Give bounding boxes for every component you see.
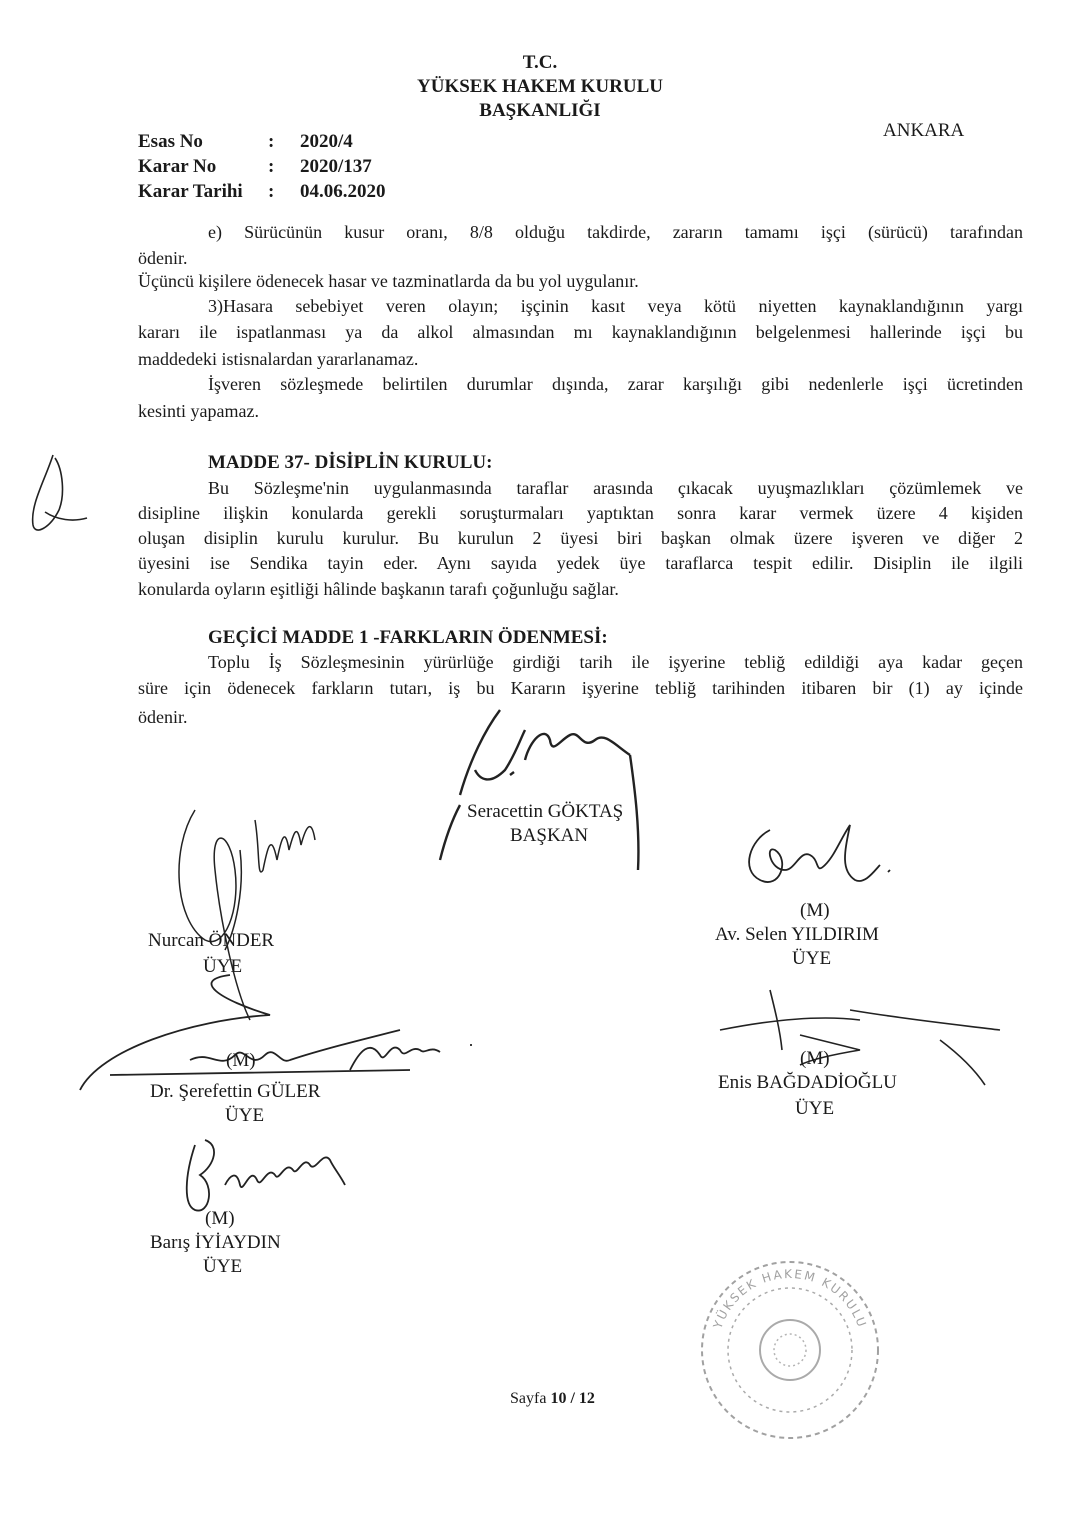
signature-guler [70,960,480,1100]
yildirim-name: Av. Selen YILDIRIM [715,924,879,945]
page-prefix: Sayfa [510,1390,547,1407]
madde37-heading: MADDE 37- DİSİPLİN KURULU: [208,452,493,473]
signature-iyiaydin [175,1125,355,1225]
madde37-line2: disipline ilişkin konularda gerekli soruşturmaları yaptıktan sonra karar vermek üzere 4 kişiden [138,503,1023,523]
p4-line1: İşveren sözleşmede belirtilen durumlar dışında, zarar karşılığı gibi nedenlerle işçi ücretinden [208,374,1023,394]
tarih-value: 04.06.2020 [300,181,386,202]
p2: Üçüncü kişilere ödenecek hasar ve tazminatlarda da bu yol uygulanır. [138,271,639,291]
official-seal [690,1250,890,1450]
madde37-line4: üyesini ise Sendika tayin eder. Aynı sayıda yedek üye taraflarca tespit edilir. Disiplin ile ilgili [138,553,1023,573]
madde37-line5: konularda oyların eşitliği hâlinde başkanın tarafı çoğunluğu sağlar. [138,579,619,599]
signature-yildirim [730,810,900,910]
page-sep: / [570,1390,575,1407]
esas-colon: : [268,131,275,152]
margin-initial-mark [25,450,85,540]
p1-line1: e) Sürücünün kusur oranı, 8/8 olduğu takdirde, zararın tamamı işçi (sürücü) tarafından [208,222,1023,242]
tarih-label: Karar Tarihi [138,181,243,202]
guler-name: Dr. Şerefettin GÜLER [150,1081,321,1102]
seal-text: YÜKSEK HAKEM KURULU [710,1266,870,1331]
header-org: YÜKSEK HAKEM KURULU [417,76,663,97]
iyiaydin-m: (M) [205,1208,235,1229]
karar-colon: : [268,156,275,177]
p4-line2: kesinti yapamaz. [138,401,259,421]
header-dept: BAŞKANLIĞI [479,100,601,121]
signature-baskan [430,700,650,880]
header-tc: T.C. [522,52,558,73]
bagdadioglu-m: (M) [800,1048,830,1069]
madde37-line3: oluşan disiplin kurulu kurulur. Bu kurulun 2 üyesi biri başkan olmak üzere işveren ve diğer 2 [138,528,1023,548]
gecici-heading: GEÇİCİ MADDE 1 -FARKLARIN ÖDENMESİ: [208,627,608,648]
esas-value: 2020/4 [300,131,353,152]
baskan-title: BAŞKAN [510,825,589,846]
header-city: ANKARA [883,120,965,141]
karar-label: Karar No [138,156,217,177]
p3-line1: 3)Hasara sebebiyet veren olayın; işçinin kasıt veya kötü niyetten kaynaklandığının yargı [208,296,1023,316]
esas-label: Esas No [138,131,203,152]
iyiaydin-title: ÜYE [203,1256,243,1277]
guler-title: ÜYE [225,1105,265,1126]
yildirim-m: (M) [800,900,830,921]
madde37-line1: Bu Sözleşme'nin uygulanmasında taraflar arasında çıkacak uyuşmazlıkları çözümlemek ve [208,478,1023,498]
page-current: 10 [550,1390,567,1407]
bagdadioglu-title: ÜYE [795,1098,835,1119]
p3-line3: maddedeki istisnalardan yararlanamaz. [138,349,419,369]
guler-m: (M) [226,1050,256,1071]
yildirim-title: ÜYE [792,948,832,969]
gecici-line1: Toplu İş Sözleşmesinin yürürlüğe girdiği tarih ile işyerine tebliğ edildiği aya kadar geçen [208,652,1023,672]
baskan-name: Seracettin GÖKTAŞ [467,801,624,822]
gecici-line2: süre için ödenecek farkların tutarı, iş bu Kararın işyerine tebliğ tarihinden itibaren bir (1) ay içinde [138,678,1023,698]
page-number [510,1390,595,1408]
onder-name: Nurcan ÖNDER [148,930,275,951]
iyiaydin-name: Barış İYİAYDIN [150,1232,281,1253]
bagdadioglu-name: Enis BAĞDADİOĞLU [718,1072,897,1093]
page-total: 12 [578,1390,595,1407]
gecici-line3: ödenir. [138,707,188,727]
p3-line2: kararı ile ispatlanması ya da alkol almasından mı kaynaklandığının belgelenmesi hallerinde işçi bu [138,322,1023,342]
tarih-colon: : [268,181,275,202]
p1-line2: ödenir. [138,248,188,268]
onder-title: ÜYE [203,956,243,977]
karar-value: 2020/137 [300,156,372,177]
